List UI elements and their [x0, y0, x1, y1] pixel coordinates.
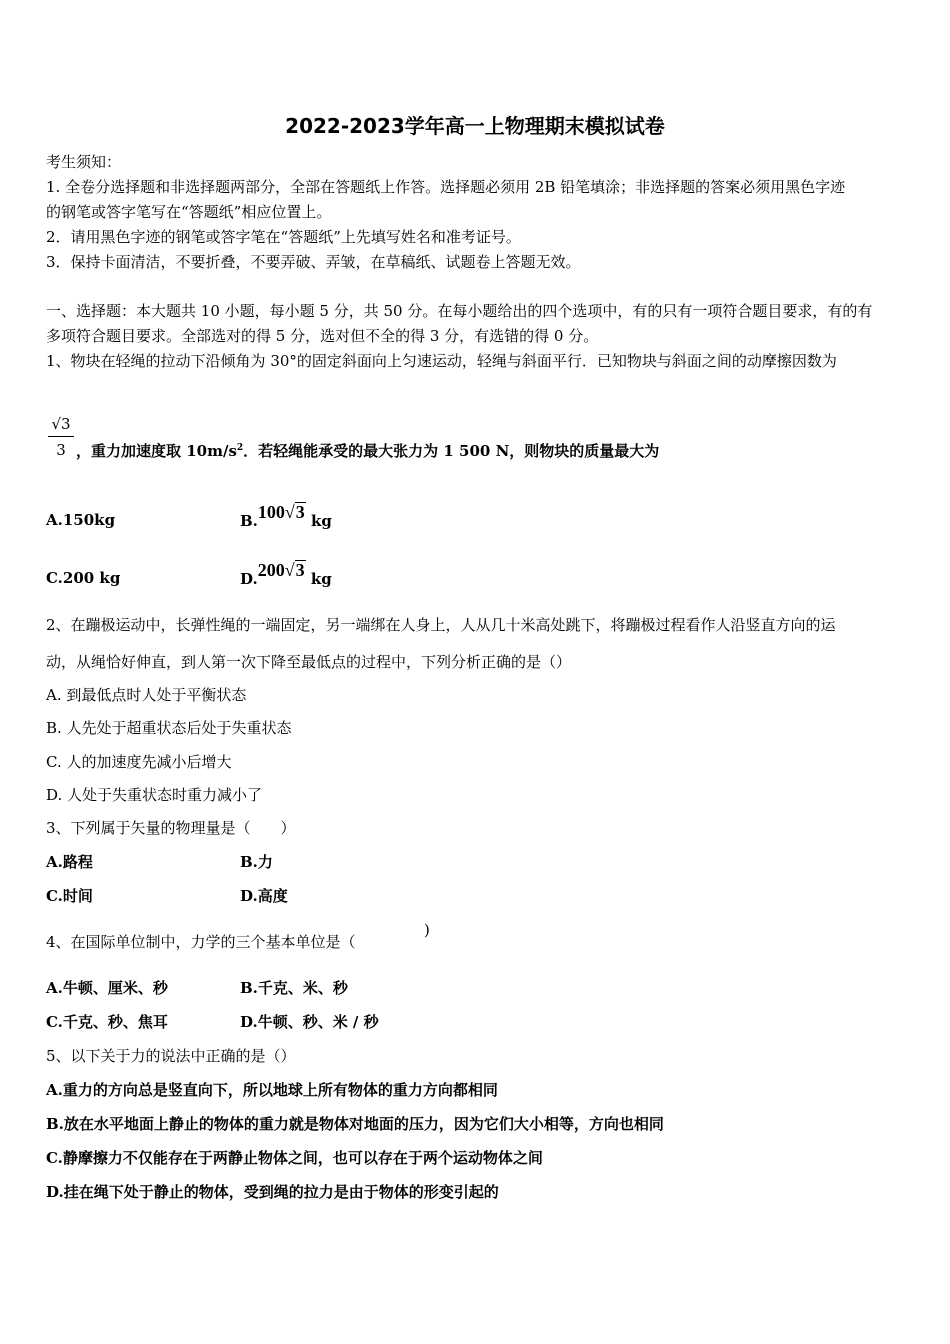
q2-option-b: B. 人先处于超重状态后处于失重状态 [46, 719, 292, 737]
q5-stem: 5、以下关于力的说法中正确的是（） [46, 1047, 296, 1065]
fraction-numerator: √3 [51, 415, 71, 433]
q1-option-a: A.150kg [46, 511, 116, 529]
q1-option-b-coefficient: 100 [257, 502, 285, 522]
fraction-bar [48, 436, 74, 437]
q1-option-b [240, 502, 332, 531]
q4-option-c: C.千克、秒、焦耳 [46, 1013, 168, 1031]
q5-option-b: B.放在水平地面上静止的物体的重力就是物体对地面的压力，因为它们大小相等，方向也相同 [46, 1115, 664, 1133]
q3-option-b: B.力 [240, 853, 273, 871]
q1-option-d-coefficient: 200 [257, 560, 285, 580]
q1-option-d-math: 200√3 [257, 560, 305, 580]
q1-option-c: C.200 kg [46, 569, 121, 587]
q4-option-b: B.千克、米、秒 [240, 979, 348, 997]
q1-stem-line-2 [76, 438, 659, 461]
q4-stem-close-paren: ) [424, 921, 430, 939]
page-title: 2022-2023学年高一上物理期末模拟试卷 [285, 114, 665, 138]
q1-option-b-radicand: 3 [295, 502, 305, 522]
q4-option-a: A.牛顿、厘米、秒 [46, 979, 168, 997]
q3-option-c: C.时间 [46, 887, 93, 905]
notice-line-1a: 1. 全卷分选择题和非选择题两部分，全部在答题纸上作答。选择题必须用 2B 铅笔填涂；非选择题的答案必须用黑色字迹 [46, 178, 846, 196]
q5-option-d: D.挂在绳下处于静止的物体，受到绳的拉力是由于物体的形变引起的 [46, 1183, 499, 1201]
q2-stem-line-1: 2、在蹦极运动中，长弹性绳的一端固定，另一端绑在人身上，人从几十米高处跳下，将蹦极过程看作人沿竖直方向的运 [46, 616, 836, 634]
q1-option-d-label: D. [240, 570, 258, 588]
q5-option-c: C.静摩擦力不仅能存在于两静止物体之间，也可以存在于两个运动物体之间 [46, 1149, 543, 1167]
section-instructions-line-2: 多项符合题目要求。全部选对的得 5 分，选对但不全的得 3 分，有选错的得 0 分。 [46, 327, 599, 345]
q2-option-d: D. 人处于失重状态时重力减小了 [46, 786, 263, 804]
q4-stem: 4、在国际单位制中，力学的三个基本单位是（ [46, 933, 356, 951]
q2-option-a: A. 到最低点时人处于平衡状态 [46, 686, 247, 704]
q1-stem-line-1: 1、物块在轻绳的拉动下沿倾角为 30°的固定斜面向上匀速运动，轻绳与斜面平行．已知物块与斜面之间的动摩擦因数为 [46, 352, 837, 370]
section-instructions-line-1: 一、选择题：本大题共 10 小题，每小题 5 分，共 50 分。在每小题给出的四个选项中，有的只有一项符合题目要求，有的有 [46, 302, 873, 320]
notice-line-2: 2．请用黑色字迹的钢笔或答字笔在“答题纸”上先填写姓名和准考证号。 [46, 228, 521, 246]
q1-stem-line-2-pre: ，重力加速度取 10m/s [76, 442, 237, 460]
q2-option-c: C. 人的加速度先减小后增大 [46, 753, 232, 771]
q1-stem-line-2-post: ．若轻绳能承受的最大张力为 1 500 N，则物块的质量最大为 [243, 442, 660, 460]
q1-option-d-radicand: 3 [295, 560, 305, 580]
q3-stem: 3、下列属于矢量的物理量是（ ） [46, 819, 296, 837]
q2-stem-line-2: 动，从绳恰好伸直，到人第一次下降至最低点的过程中，下列分析正确的是（） [46, 653, 572, 671]
q1-option-b-unit: kg [305, 512, 332, 530]
q1-option-b-math: 100√3 [257, 502, 305, 522]
notice-line-1b: 的钢笔或答字笔写在“答题纸”相应位置上。 [46, 203, 332, 221]
q1-option-b-label: B. [240, 512, 258, 530]
notice-line-3: 3．保持卡面清洁，不要折叠，不要弄破、弄皱，在草稿纸、试题卷上答题无效。 [46, 253, 581, 271]
q5-option-a: A.重力的方向总是竖直向下，所以地球上所有物体的重力方向都相同 [46, 1081, 498, 1099]
fraction-denominator: 3 [56, 441, 66, 459]
q3-option-d: D.高度 [240, 887, 288, 905]
notice-heading: 考生须知： [46, 153, 122, 171]
q4-option-d: D.牛顿、秒、米 / 秒 [240, 1013, 379, 1031]
q3-option-a: A.路程 [46, 853, 93, 871]
q1-option-d-unit: kg [305, 570, 332, 588]
q1-option-d [240, 560, 332, 589]
q1-friction-fraction [47, 414, 75, 460]
q1-unit-exponent: 2 [236, 443, 244, 453]
